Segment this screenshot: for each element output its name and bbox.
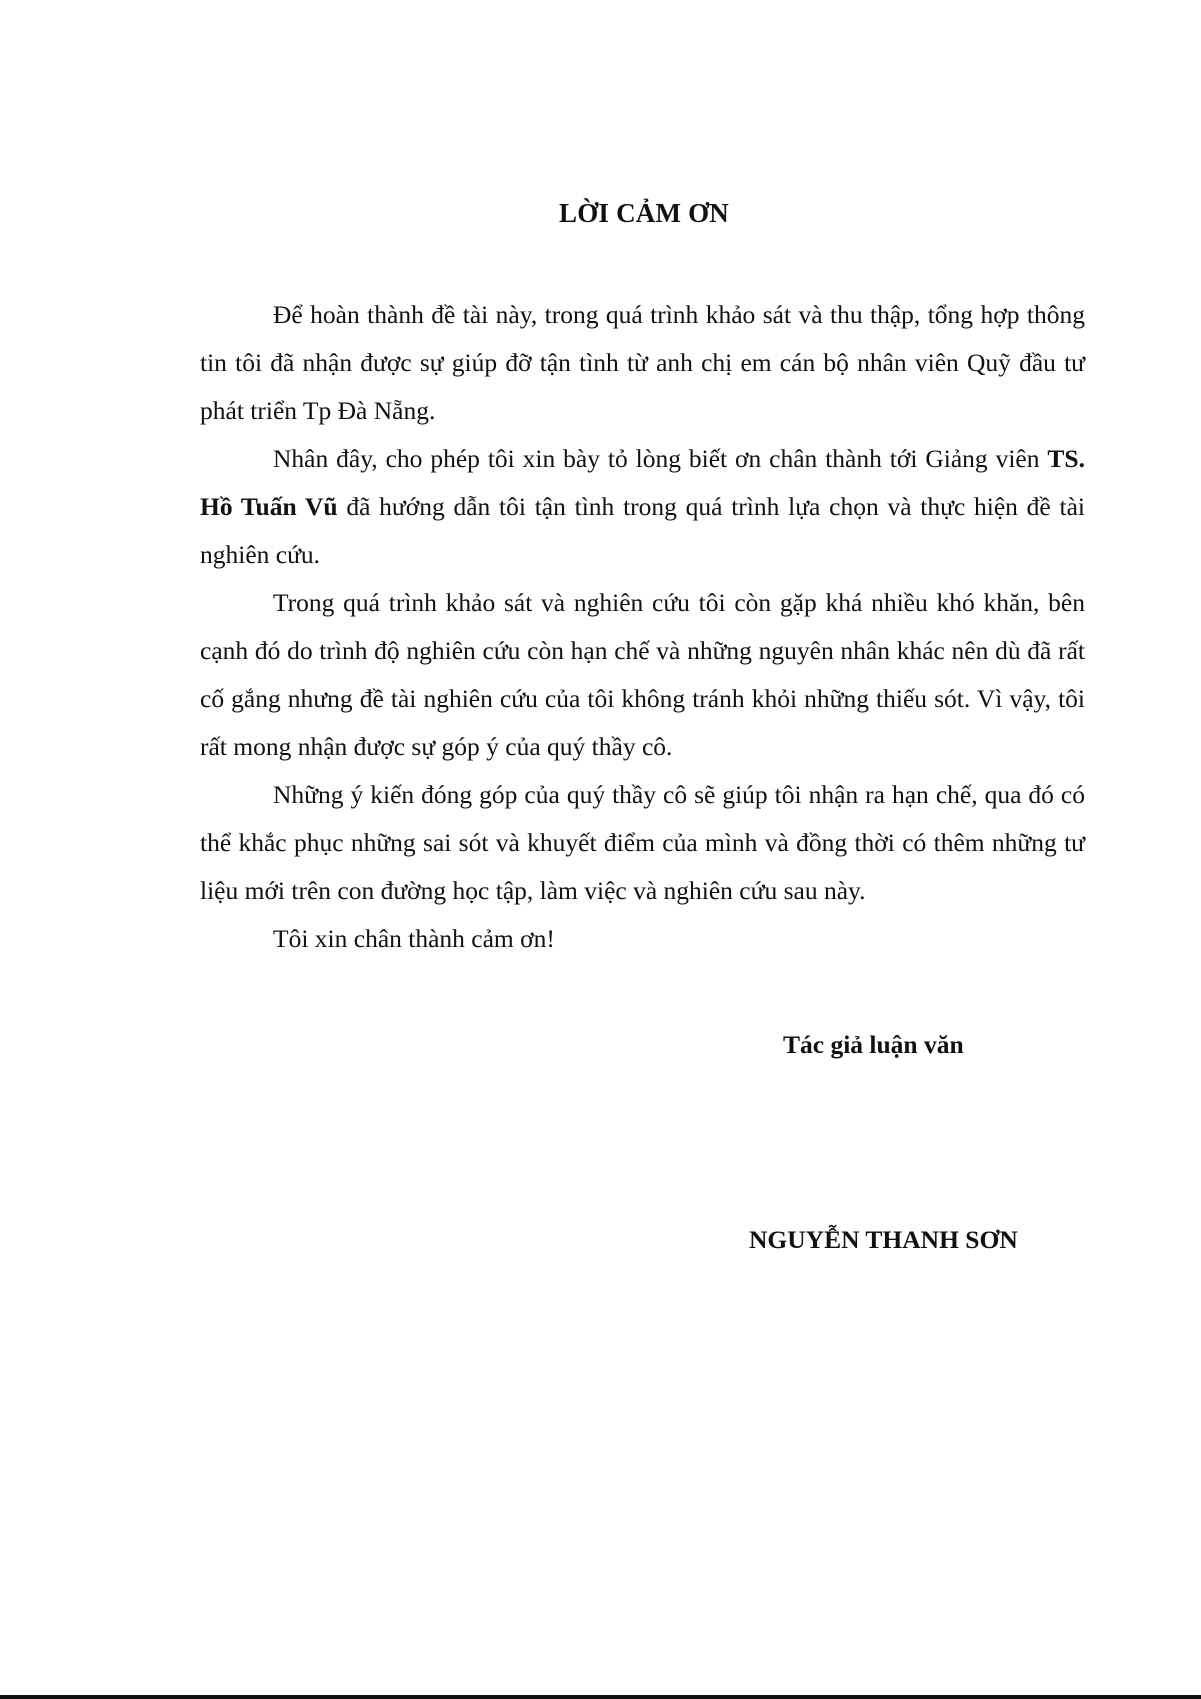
signature-label: Tác giả luận văn bbox=[783, 1030, 964, 1059]
document-body bbox=[200, 291, 1085, 963]
page-title: LỜI CẢM ƠN bbox=[559, 198, 729, 228]
paragraph-2 bbox=[200, 435, 1085, 579]
paragraph-4: Những ý kiến đóng góp của quý thầy cô sẽ giúp tôi nhận ra hạn chế, qua đó có thể khắc phục những sai sót và khuyết điểm của mình và đồng thời có thêm những tư liệu mới trên con đường học tập, làm việc và nghiên cứu sau này. bbox=[200, 780, 1085, 905]
page-bottom-rule bbox=[0, 1695, 1201, 1699]
paragraph-5: Tôi xin chân thành cảm ơn! bbox=[273, 924, 555, 953]
signature-name: NGUYỄN THANH SƠN bbox=[749, 1225, 1018, 1254]
advisor-name: TS. Hồ Tuấn Vũ bbox=[200, 444, 1085, 521]
paragraph-2-lead: Nhân đây, cho phép tôi xin bày tỏ lòng biết ơn chân thành tới Giảng viên bbox=[273, 444, 1048, 473]
paragraph-2-tail: đã hướng dẫn tôi tận tình trong quá trình lựa chọn và thực hiện đề tài nghiên cứu. bbox=[200, 492, 1085, 569]
paragraph-3: Trong quá trình khảo sát và nghiên cứu tôi còn gặp khá nhiều khó khăn, bên cạnh đó do trình độ nghiên cứu còn hạn chế và những nguyên nhân khác nên dù đã rất cố gắng nhưng đề tài nghiên cứu của tôi không tránh khỏi những thiếu sót. Vì vậy, tôi rất mong nhận được sự góp ý của quý thầy cô. bbox=[200, 588, 1085, 761]
paragraph-1: Để hoàn thành đề tài này, trong quá trình khảo sát và thu thập, tổng hợp thông tin tôi đã nhận được sự giúp đỡ tận tình từ anh chị em cán bộ nhân viên Quỹ đầu tư phát triển Tp Đà Nẵng. bbox=[200, 300, 1085, 425]
